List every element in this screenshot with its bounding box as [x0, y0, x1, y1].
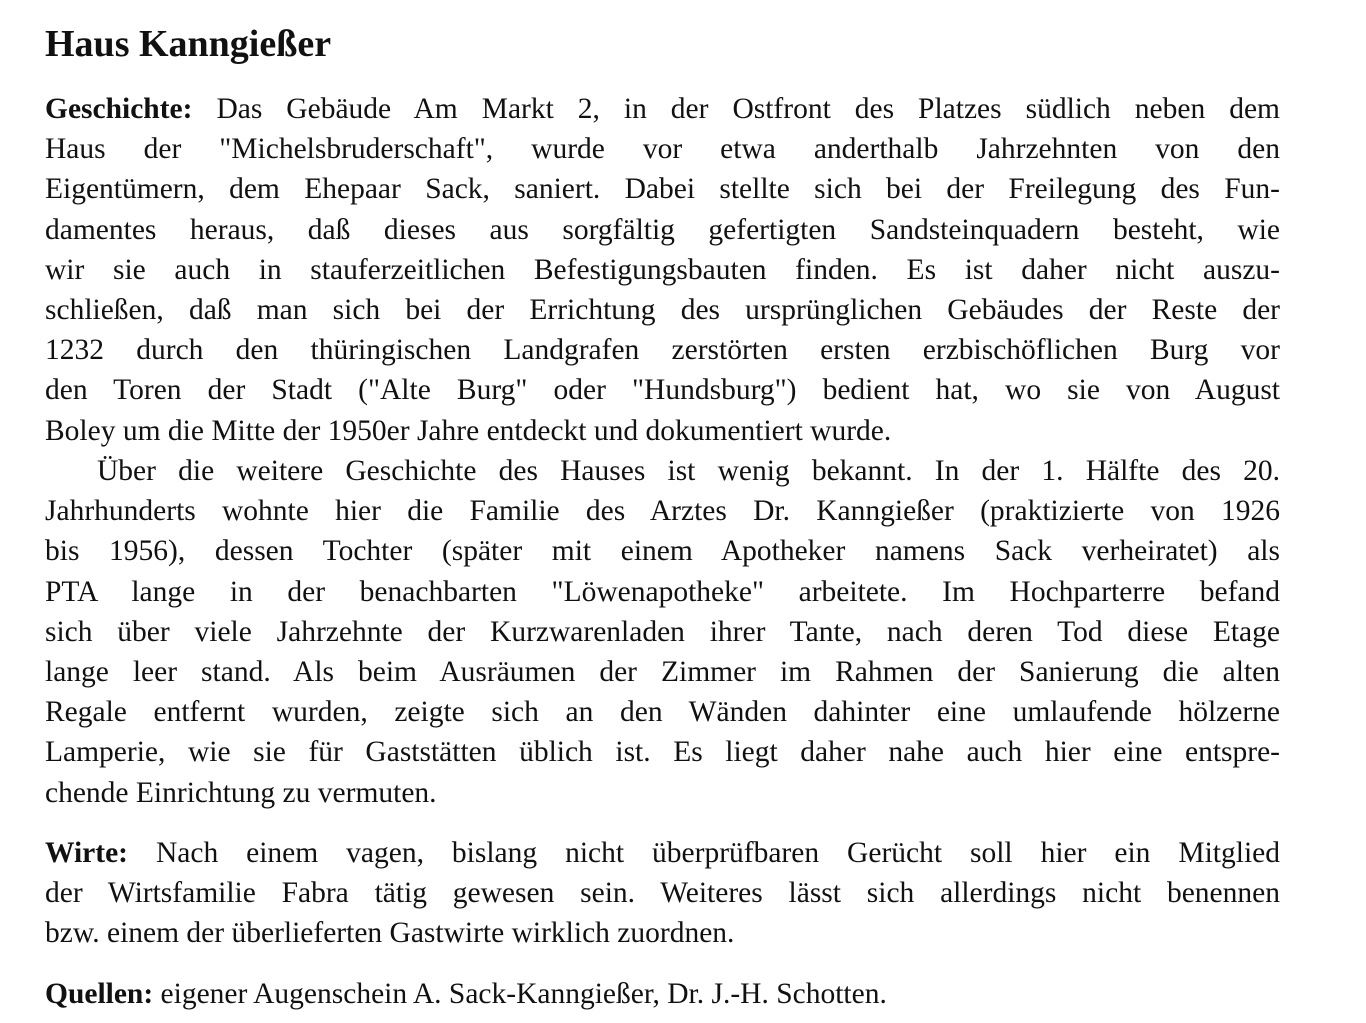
text-line: Jahrhunderts wohnte hier die Familie des Arztes Dr. Kanngießer (praktizierte von 1926 — [45, 495, 1280, 528]
text-line: damentes heraus, daß dieses aus sorgfältig gefertigten Sandsteinquadern besteht, wie — [45, 213, 1280, 246]
text-line: Regale entfernt wurden, zeigte sich an den Wänden dahinter eine umlaufende hölzerne — [45, 696, 1280, 729]
text-line: Über die weitere Geschichte des Hauses ist wenig bekannt. In der 1. Hälfte des 20. — [97, 455, 1280, 487]
text-line: bzw. einem der überlieferten Gastwirte wirklich zuordnen. — [45, 917, 735, 950]
text-line — [45, 833, 1280, 873]
text-line: wir sie auch in stauferzeitlichen Befestigungsbauten finden. Es ist daher nicht auszu- — [45, 253, 1280, 286]
text-line: den Toren der Stadt ("Alte Burg" oder "Hundsburg") bedient hat, wo sie von August — [45, 374, 1280, 407]
text-line: 1232 durch den thüringischen Landgrafen zerstörten ersten erzbischöflichen Burg vor — [45, 334, 1280, 367]
text-line: sich über viele Jahrzehnte der Kurzwarenladen ihrer Tante, nach deren Tod diese Etage — [45, 615, 1280, 648]
text-fragment: eigener Augenschein A. Sack-Kanngießer, Dr. J.-H. Schotten. — [153, 978, 887, 1010]
text-line: Haus der "Michelsbruderschaft", wurde vor etwa anderthalb Jahrzehnten von den — [45, 133, 1280, 166]
text-line: PTA lange in der benachbarten "Löwenapotheke" arbeitete. Im Hochparterre befand — [45, 575, 1280, 608]
section-label-quellen: Quellen: — [45, 978, 154, 1010]
text-line: Boley um die Mitte der 1950er Jahre entdeckt und dokumentiert wurde. — [45, 414, 892, 447]
text-line — [45, 89, 1280, 129]
text-line — [45, 974, 1280, 1014]
text-line: der Wirtsfamilie Fabra tätig gewesen sein. Weiteres lässt sich allerdings nicht benennen — [45, 877, 1280, 910]
text-line: lange leer stand. Als beim Ausräumen der Zimmer im Rahmen der Sanierung die alten — [45, 655, 1280, 688]
paragraph-quellen — [45, 974, 1280, 1014]
text-fragment: Das Gebäude Am Markt 2, in der Ostfront des Platzes südlich neben dem — [192, 93, 1280, 125]
text-line: bis 1956), dessen Tochter (später mit einem Apotheker namens Sack verheiratet) als — [45, 535, 1280, 568]
section-label-geschichte: Geschichte: — [45, 93, 193, 125]
text-line: Eigentümern, dem Ehepaar Sack, saniert. Dabei stellte sich bei der Freilegung des Fun- — [45, 173, 1280, 206]
page-title: Haus Kanngießer — [45, 23, 332, 65]
text-line: chende Einrichtung zu vermuten. — [45, 776, 437, 809]
paragraph-geschichte-continued — [45, 451, 1280, 813]
text-line: Lamperie, wie sie für Gaststätten üblich ist. Es liegt daher nahe auch hier eine entspre- — [45, 736, 1280, 769]
paragraph-geschichte — [45, 89, 1280, 451]
text-line: schließen, daß man sich bei der Errichtung des ursprünglichen Gebäudes der Reste der — [45, 293, 1280, 326]
text-fragment: Nach einem vagen, bislang nicht überprüfbaren Gerücht soll hier ein Mitglied — [128, 837, 1280, 869]
section-label-wirte: Wirte: — [45, 837, 128, 869]
paragraph-wirte — [45, 833, 1280, 954]
